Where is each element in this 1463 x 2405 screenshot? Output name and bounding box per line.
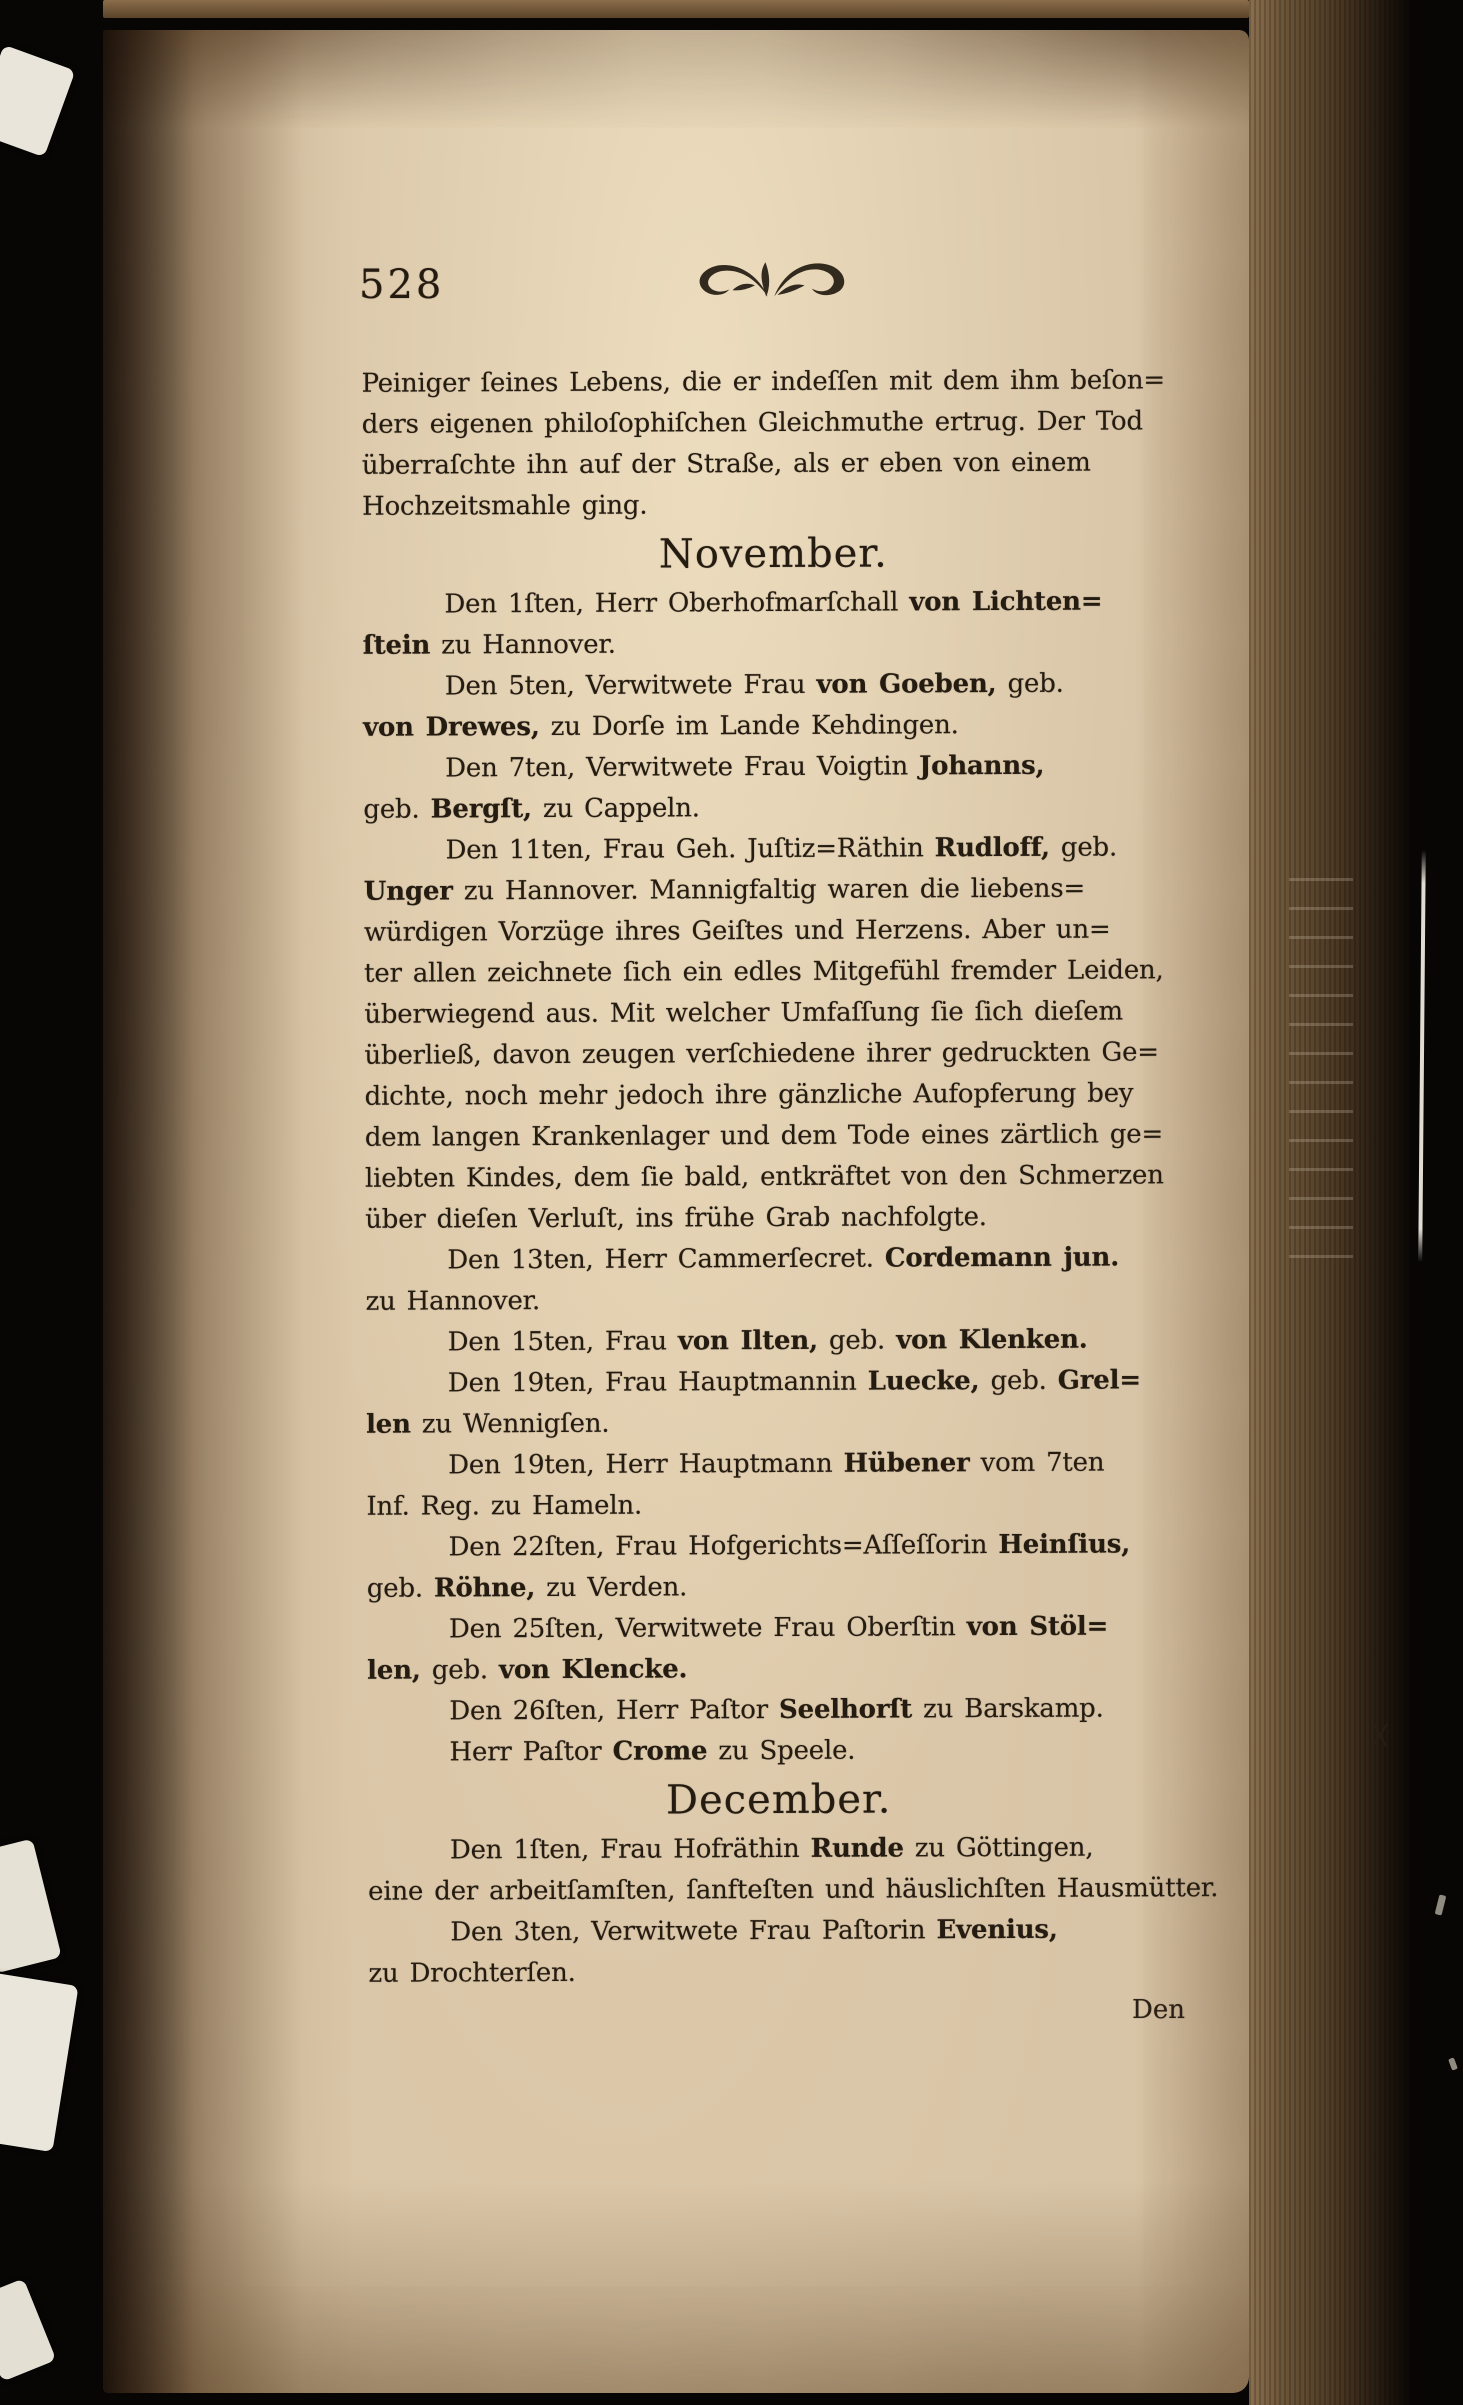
body-text: Den 22ſten, Frau Hofgerichts=Aſſeſſorin [448, 1530, 999, 1563]
month-heading: December. [665, 1776, 892, 1824]
body-text: Den 11ten, Frau Geh. Juſtiz=Räthin [445, 833, 935, 866]
bold-name-text: len, [367, 1655, 421, 1686]
paper-fragment-bottom-left [0, 1839, 62, 1974]
bold-name-text: Röhne, [433, 1573, 536, 1604]
text-line [363, 622, 1185, 667]
body-text: zu Wennigſen. [410, 1408, 610, 1440]
body-text: zu Göttingen, [903, 1832, 1094, 1864]
page-number: 528 [359, 262, 445, 308]
body-text: würdigen Vorzüge ihres Geiſtes und Herzens. Aber un= [363, 914, 1111, 948]
text-block [361, 360, 1219, 1995]
body-text: dichte, noch mehr jedoch ihre gänzliche Aufopferung bey [364, 1078, 1134, 1112]
text-line [362, 581, 1184, 626]
body-text: geb. [1049, 832, 1118, 863]
text-line [368, 1950, 1190, 1995]
bold-name-text: Johanns, [918, 750, 1045, 782]
body-text: zu Dorſe im Lande Kehdingen. [539, 710, 959, 743]
catchword: Den [1132, 1995, 1185, 2025]
text-line [366, 1483, 1188, 1528]
body-text: geb. [363, 794, 431, 825]
body-text: Den 19ten, Herr Hauptmann [448, 1448, 844, 1481]
bold-name-text: von Klencke. [498, 1654, 688, 1686]
text-line [364, 1032, 1186, 1077]
body-text: Den 5ten, Verwitwete Frau [444, 669, 817, 702]
bold-name-text: Crome [612, 1736, 708, 1767]
text-line [367, 1647, 1189, 1692]
bold-name-text: Heinſius, [998, 1529, 1131, 1561]
text-line [366, 1319, 1188, 1364]
body-text: zu Speele. [707, 1735, 856, 1767]
text-line [368, 1827, 1190, 1872]
body-text: zu Cappeln. [531, 793, 700, 825]
body-text: Den 3ten, Verwitwete Frau Paſtorin [450, 1915, 937, 1948]
paper-fragment-bottom-left [0, 2278, 56, 2381]
text-line [367, 1524, 1189, 1569]
bold-name-text: Hübener [843, 1448, 970, 1479]
body-text: liebten Kindes, dem ſie bald, entkräftet von den Schmerzen [364, 1160, 1164, 1194]
bold-name-text: von Klenken. [896, 1324, 1088, 1356]
bold-name-text: Luecke, [867, 1366, 980, 1397]
body-text: zu Barskamp. [912, 1693, 1104, 1725]
body-text: Peiniger ſeines Lebens, die er indeſſen mit dem ihm beſon= [361, 365, 1166, 399]
bold-name-text: Grel= [1057, 1365, 1141, 1396]
text-line [363, 663, 1185, 708]
text-line [363, 704, 1185, 749]
text-line [365, 1237, 1187, 1282]
bold-name-text: Cordemann jun. [884, 1242, 1120, 1274]
text-line [367, 1565, 1189, 1610]
body-text: geb. [366, 1573, 435, 1604]
body-text: über dieſen Verluſt, ins frühe Grab nachfolgte. [365, 1202, 987, 1235]
body-text: Den 25ſten, Verwitwete Frau Oberſtin [448, 1612, 967, 1645]
text-line [365, 1114, 1187, 1159]
bold-name-text: Rudloff, [934, 832, 1050, 864]
text-line [367, 1729, 1189, 1774]
gutter-shadow [103, 30, 303, 2393]
background-speck [1448, 2057, 1458, 2070]
body-text: eine der arbeitſamſten, ſanfteſten und häuslichſten Hausmütter. [368, 1873, 1219, 1907]
pen-cross-mark-icon [1371, 1722, 1389, 1748]
head-piece-ornament-icon [683, 254, 859, 312]
body-text: zu Verden. [535, 1572, 688, 1604]
body-text: Den 26ſten, Herr Paſtor [449, 1694, 780, 1727]
text-line [364, 868, 1186, 913]
body-text: ter allen zeichnete ſich ein edles Mitgefühl fremder Leiden, [364, 955, 1164, 989]
text-line [368, 1868, 1219, 1913]
bold-name-text: Evenius, [936, 1914, 1058, 1946]
background-white-line [1418, 850, 1426, 1262]
adjacent-page-top-edge [103, 0, 1249, 18]
body-text: Den 13ten, Herr Cammerſecret. [447, 1243, 885, 1276]
bold-name-text: von Lichten= [909, 586, 1103, 618]
bold-name-text: Runde [810, 1833, 904, 1864]
bold-name-text: von Drewes, [362, 712, 540, 743]
month-heading: November. [658, 530, 888, 578]
paper-fragment-top-left [0, 45, 75, 157]
bold-name-text: von Stöl= [966, 1611, 1109, 1643]
body-text: geb. [817, 1325, 897, 1356]
text-line [364, 909, 1186, 954]
body-text: vom 7ten [969, 1447, 1105, 1479]
text-line [364, 950, 1186, 995]
body-text: Den 15ten, Frau [447, 1326, 678, 1358]
bold-name-text: von Ilten, [677, 1325, 818, 1357]
body-text: zu Hannover. Mannigfaltig waren die liebens= [452, 873, 1086, 907]
body-text: Inf. Reg. zu Hameln. [366, 1490, 643, 1522]
body-text: überraſchte ihn auf der Straße, als er eben von einem [361, 447, 1091, 481]
text-line [363, 827, 1185, 872]
book-page [103, 30, 1249, 2393]
body-text: zu Hannover. [365, 1286, 541, 1317]
text-line [362, 442, 1184, 487]
bold-name-text: Unger [363, 876, 453, 907]
text-line [365, 1278, 1187, 1323]
text-line [361, 360, 1183, 405]
bold-name-text: Bergſt, [430, 794, 532, 825]
background-speck [1435, 1894, 1447, 1915]
body-text: geb. [979, 1365, 1058, 1397]
text-line [366, 1360, 1188, 1405]
bold-name-text: Seelhorſt [778, 1694, 913, 1725]
body-text: Herr Paſtor [449, 1736, 613, 1768]
page-edge-lines [1289, 852, 1353, 1272]
text-line [364, 991, 1186, 1036]
body-text: Den 19ten, Frau Hauptmannin [447, 1366, 868, 1399]
body-text: zu Drochterſen. [368, 1957, 576, 1989]
body-text: geb. [996, 668, 1064, 700]
text-line [363, 786, 1185, 831]
body-text: Den 7ten, Verwitwete Frau Voigtin [445, 751, 920, 784]
body-text: überwiegend aus. Mit welcher Umfaſſung ſie ſich dieſem [364, 996, 1123, 1030]
text-line [362, 483, 1184, 528]
paper-fragment-bottom-left [0, 1972, 79, 2152]
body-text: zu Hannover. [430, 629, 616, 661]
bold-name-text: ſtein [362, 630, 431, 661]
text-line [368, 1909, 1190, 1954]
body-text: geb. [420, 1655, 500, 1686]
body-text: überließ, davon zeugen verſchiedene ihrer gedruckten Ge= [364, 1037, 1159, 1071]
text-line [365, 1073, 1187, 1118]
bold-name-text: len [366, 1409, 411, 1440]
text-line [365, 1196, 1187, 1241]
body-text: dem langen Krankenlager und dem Tode eines zärtlich ge= [364, 1119, 1164, 1153]
text-line [366, 1442, 1188, 1487]
text-line [363, 745, 1185, 790]
text-line [362, 401, 1184, 446]
body-text: Den 1ſten, Herr Oberhofmarſchall [444, 587, 910, 620]
bold-name-text: von Goeben, [816, 669, 997, 700]
body-text: Den 1ſten, Frau Hofräthin [449, 1833, 811, 1866]
body-text: ders eigenen philoſophiſchen Gleichmuthe ertrug. Der Tod [361, 406, 1143, 440]
text-line [365, 1155, 1187, 1200]
body-text: Hochzeitsmahle ging. [362, 490, 648, 522]
text-line [367, 1606, 1189, 1651]
text-line [367, 1688, 1189, 1733]
text-line [366, 1401, 1188, 1446]
book-fore-edge [1249, 0, 1411, 2405]
